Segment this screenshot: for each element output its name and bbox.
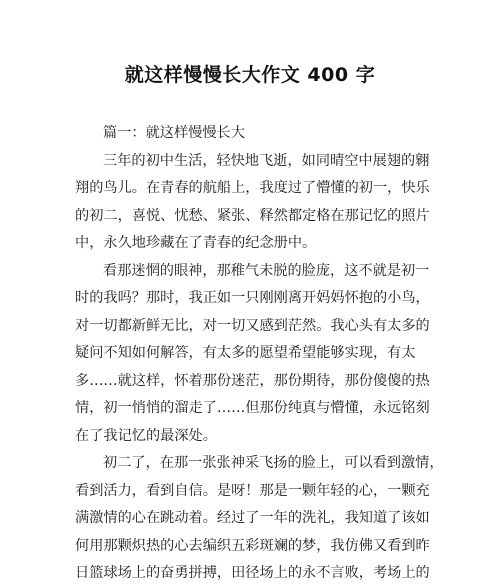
text-line: 多……就这样，怀着那份迷茫，那份期待，那份傻傻的热 [75, 372, 430, 389]
text-line: 日篮球场上的奋勇拼搏，田径场上的永不言败，考场上的 [75, 565, 430, 581]
section-heading: 篇一：就这样慢慢长大 [103, 125, 245, 141]
text-line: 疑问不知如何解答，有太多的愿望希望能够实现，有太 [75, 345, 416, 361]
text-line: 对一切都新鲜无比，对一切又感到茫然。我心头有太多的 [75, 317, 430, 334]
text-line: 三年的初中生活，轻快地飞逝，如同晴空中展翅的翱 [103, 152, 430, 169]
document-title: 就这样慢慢长大作文 400 字 [124, 64, 376, 86]
text-line: 初二了，在那一张张神采飞扬的脸上，可以看到激情， [103, 455, 444, 471]
text-line: 情，初一悄悄的溜走了……但那份纯真与懵懂，永远铭刻 [75, 400, 430, 416]
document-body [75, 120, 444, 588]
text-line: 时的我吗？那时，我正如一只刚刚离开妈妈怀抱的小鸟， [75, 290, 430, 306]
text-line: 何用那颗炽热的心去编织五彩斑斓的梦，我仿佛又看到昨 [75, 537, 430, 554]
text-line: 看那迷惘的眼神，那稚气未脱的脸庞，这不就是初一 [103, 262, 430, 279]
text-line: 中，永久地珍藏在了青春的纪念册中。 [75, 235, 317, 251]
text-line: 翔的鸟儿。在青春的航船上，我度过了懵懂的初一，快乐 [75, 180, 430, 196]
text-line: 满激情的心在跳动着。经过了一年的洗礼，我知道了该如 [75, 510, 430, 526]
text-line: 的初二，喜悦、忧愁、紧张、释然都定格在那记忆的照片 [75, 207, 430, 224]
text-line: 看到活力，看到自信。是呀！那是一颗年轻的心，一颗充 [75, 482, 430, 499]
text-line: 在了我记忆的最深处。 [75, 427, 217, 444]
